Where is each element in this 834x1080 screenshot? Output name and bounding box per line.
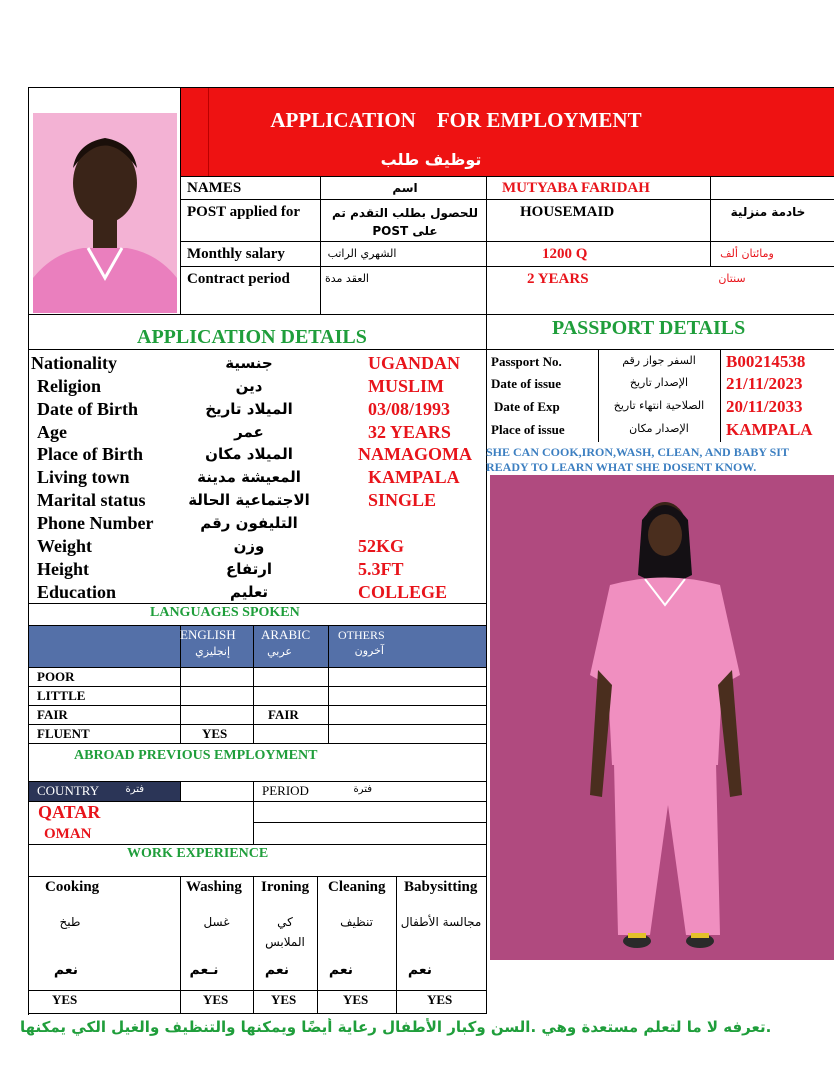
app-row-label: Marital status: [37, 490, 146, 510]
passport-row-label-arabic: الصلاحية انتهاء تاريخ: [613, 399, 705, 412]
names-label-arabic: اسم: [392, 181, 418, 195]
passport-row-label: Date of issue: [491, 376, 562, 391]
app-row-label-arabic: دين: [235, 377, 263, 395]
work-skill-yes: YES: [52, 992, 78, 1007]
work-skill-label: Babysitting: [404, 879, 478, 895]
app-row-label-arabic: عمر: [234, 423, 264, 441]
post-value: HOUSEMAID: [520, 204, 615, 220]
lang-col-english: ENGLISH: [180, 627, 236, 642]
work-skill-yes-arabic: نـعم: [189, 962, 219, 978]
work-skill-yes-arabic: نعم: [407, 962, 433, 978]
passport-row-label-arabic: الإصدار مكان: [629, 422, 689, 435]
passport-row-label-arabic: السفر جواز رقم: [622, 354, 696, 367]
passport-details-heading: PASSPORT DETAILS: [552, 317, 746, 339]
app-row-label: Weight: [37, 536, 93, 556]
work-skill-yes: YES: [203, 992, 229, 1007]
lang-level-fair: FAIR: [37, 707, 68, 722]
lang-col-arabic-arabic: عربي: [267, 645, 292, 658]
app-row-label-arabic: وزن: [233, 537, 265, 555]
work-heading: WORK EXPERIENCE: [127, 846, 269, 861]
app-row-label-arabic: جنسية: [225, 354, 273, 372]
app-row-value: MUSLIM: [368, 376, 444, 396]
lang-col-others-arabic: آخرون: [354, 644, 384, 657]
post-label-arabic: للحصول بطلب التقدم تم على POST: [332, 206, 478, 238]
app-row-value: COLLEGE: [358, 582, 448, 602]
passport-row-value: B00214538: [726, 352, 806, 371]
app-row-value: 03/08/1993: [368, 399, 451, 419]
country-qatar: QATAR: [38, 802, 101, 822]
app-row-value: 32 YEARS: [368, 422, 451, 442]
passport-row-label: Passport No.: [491, 354, 562, 369]
languages-heading: LANGUAGES SPOKEN: [150, 605, 300, 620]
app-row-label: Date of Birth: [37, 399, 138, 419]
contract-label-arabic: العقد مدة: [325, 272, 369, 285]
passport-row-label: Place of issue: [491, 422, 565, 437]
footer-note: .تعرفه لا ما لتعلم مستعدة وهي .السن وكبار الأطفال رعاية أيضًا ويمكنها والتنظيف والغيل الكي يمكنها: [20, 1018, 772, 1036]
app-row-label-arabic: الميلاد تاريخ: [205, 400, 293, 418]
app-row-value: SINGLE: [368, 490, 437, 510]
arabic-fair-value: FAIR: [268, 707, 299, 722]
work-skill-yes-arabic: نعم: [53, 962, 79, 978]
work-skill-label-arabic: كي الملابس: [265, 915, 305, 949]
application-details-heading: APPLICATION DETAILS: [137, 326, 367, 348]
work-skill-yes-arabic: نعم: [328, 962, 354, 978]
passport-row-value: 21/11/2023: [726, 374, 803, 393]
passport-row-label: Date of Exp: [494, 399, 560, 414]
page-title-arabic: توظيف طلب: [380, 150, 482, 169]
app-row-label: Phone Number: [37, 513, 154, 533]
contract-value-arabic: سنتان: [718, 272, 746, 285]
lang-col-arabic: ARABIC: [261, 627, 311, 642]
country-label: COUNTRY: [37, 783, 100, 798]
contract-label: Contract period: [187, 271, 290, 287]
work-skill-label: Ironing: [261, 879, 310, 895]
app-row-value: 5.3FT: [358, 559, 404, 579]
work-skill-label: Cooking: [45, 879, 100, 895]
app-row-value: 52KG: [358, 536, 405, 556]
period-label: PERIOD: [262, 783, 309, 798]
work-skill-yes: YES: [427, 992, 453, 1007]
country-oman: OMAN: [44, 826, 92, 842]
period-label-arabic: فترة: [353, 784, 372, 795]
app-row-label-arabic: التليفون رقم: [200, 514, 298, 532]
languages-header-bar: [29, 625, 486, 667]
app-row-label: Nationality: [31, 353, 118, 373]
lang-level-poor: POOR: [37, 669, 75, 684]
post-label: POST applied for: [187, 204, 301, 220]
full-body-photo: [490, 475, 834, 960]
work-skill-label: Cleaning: [328, 879, 386, 895]
work-skill-yes-arabic: نعم: [264, 962, 290, 978]
skills-note-line1: SHE CAN COOK,IRON,WASH, CLEAN, AND BABY SIT: [486, 445, 789, 459]
page-title: APPLICATION FOR EMPLOYMENT: [270, 108, 642, 132]
app-row-label-arabic: الاجتماعية الحالة: [188, 491, 310, 509]
salary-label-arabic: الشهري الراتب: [327, 247, 397, 260]
app-row-label: Religion: [37, 376, 102, 396]
english-fluent-value: YES: [202, 726, 228, 741]
app-row-label: Place of Birth: [37, 444, 143, 464]
header-banner: [181, 88, 834, 176]
app-row-label-arabic: الميلاد مكان: [205, 445, 293, 463]
work-skill-label-arabic: غسل: [203, 915, 230, 929]
work-skill-yes: YES: [343, 992, 369, 1007]
salary-value-arabic: ومائتان ألف: [720, 247, 774, 260]
work-skill-yes: YES: [271, 992, 297, 1007]
names-value: MUTYABA FARIDAH: [502, 180, 650, 196]
headshot-photo: [33, 113, 177, 313]
app-row-label-arabic: المعيشة مدينة: [197, 468, 301, 486]
app-row-label-arabic: ارتفاع: [225, 560, 273, 578]
app-row-value: NAMAGOMA: [358, 444, 472, 464]
passport-row-value: KAMPALA: [726, 420, 813, 439]
lang-col-english-arabic: إنجليزي: [195, 645, 230, 658]
passport-row-value: 20/11/2033: [726, 397, 803, 416]
post-value-arabic: خادمة منزلية: [730, 205, 806, 219]
work-skill-label-arabic: مجالسة الأطفال: [400, 915, 482, 929]
work-skill-label: Washing: [186, 879, 242, 895]
salary-value: 1200 Q: [542, 246, 588, 262]
app-row-value: UGANDAN: [368, 353, 460, 373]
lang-level-little: LITTLE: [37, 688, 86, 703]
salary-label: Monthly salary: [187, 246, 285, 262]
country-label-arabic: فترة: [125, 784, 144, 795]
lang-level-fluent: FLUENT: [37, 726, 90, 741]
lang-col-others: OTHERS: [338, 628, 385, 642]
skills-note-line2: READY TO LEARN WHAT SHE DOSENT KNOW.: [486, 460, 757, 474]
app-row-value: KAMPALA: [368, 467, 460, 487]
work-skill-label-arabic: طبخ: [59, 915, 81, 929]
work-skill-label-arabic: تنظيف: [340, 915, 373, 929]
app-row-label: Education: [37, 582, 117, 602]
app-row-label: Height: [37, 559, 89, 579]
app-row-label: Living town: [37, 467, 130, 487]
contract-value: 2 YEARS: [527, 271, 589, 287]
app-row-label-arabic: تعليم: [229, 583, 269, 601]
passport-row-label-arabic: الإصدار تاريخ: [629, 376, 689, 389]
app-row-label: Age: [37, 422, 67, 442]
names-label: NAMES: [187, 180, 242, 196]
abroad-heading: ABROAD PREVIOUS EMPLOYMENT: [74, 748, 318, 763]
